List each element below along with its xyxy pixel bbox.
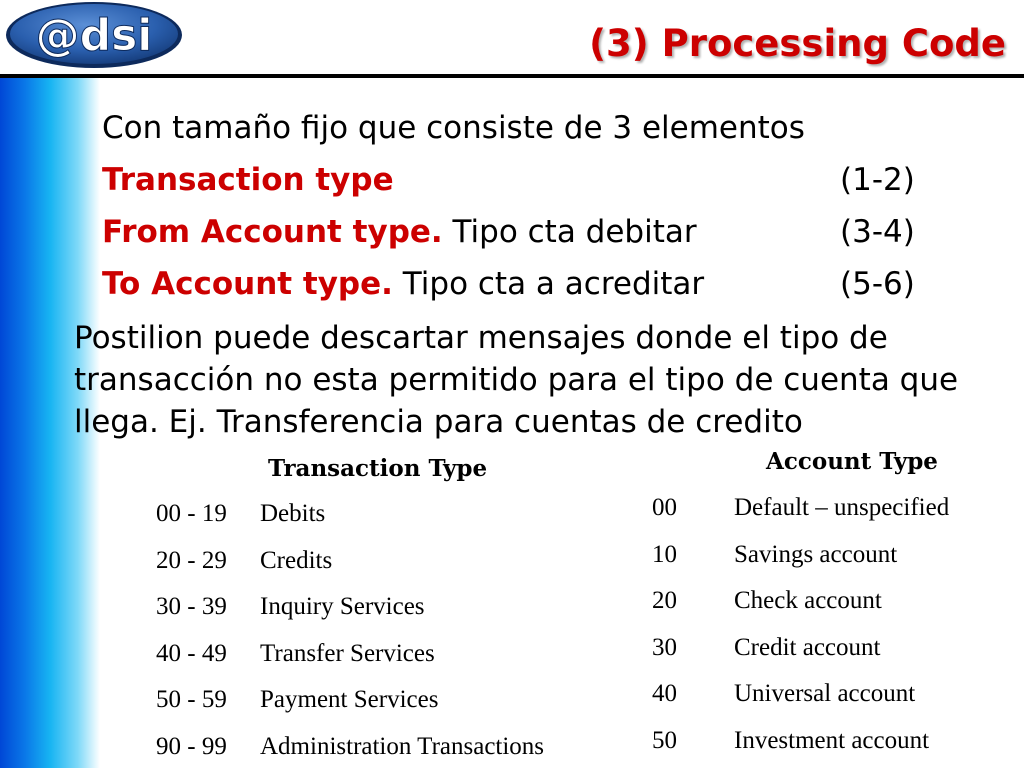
table-row	[652, 494, 1012, 541]
transaction-name: Debits	[260, 500, 325, 528]
transaction-range: 50 - 59	[156, 686, 227, 714]
bullet-item-code: (3-4)	[840, 206, 915, 258]
page-title: (3) Processing Code	[589, 22, 1006, 65]
account-name: Credit account	[734, 634, 880, 662]
transaction-type-header: Transaction Type	[268, 455, 487, 482]
account-name: Default – unspecified	[734, 494, 949, 522]
table-row	[156, 686, 636, 733]
bullet-item	[102, 206, 1002, 258]
bullet-item-label: To Account type.	[102, 266, 393, 302]
account-code: 40	[652, 680, 677, 708]
transaction-range: 40 - 49	[156, 640, 227, 668]
transaction-range: 00 - 19	[156, 500, 227, 528]
table-row	[156, 593, 636, 640]
slide-header	[0, 0, 1024, 76]
account-type-table	[652, 494, 1012, 773]
transaction-range: 90 - 99	[156, 733, 227, 761]
transaction-name: Inquiry Services	[260, 593, 425, 621]
transaction-name: Credits	[260, 547, 332, 575]
account-name: Universal account	[734, 680, 915, 708]
bullet-item-description: Tipo cta debitar	[443, 214, 697, 250]
header-divider	[0, 74, 1024, 78]
table-row	[156, 547, 636, 594]
bullet-item-label: Transaction type	[102, 162, 394, 198]
body-paragraph: Postilion puede descartar mensajes donde el tipo de transacción no esta permitido para el tipo de cuenta que llega. Ej. Transferencia para cuentas de credito	[74, 317, 1014, 443]
account-code: 30	[652, 634, 677, 662]
adsi-logo	[4, 0, 184, 74]
account-type-header: Account Type	[766, 448, 938, 475]
account-code: 50	[652, 727, 677, 755]
bullet-list	[102, 102, 1002, 310]
transaction-name: Payment Services	[260, 686, 438, 714]
transaction-name: Transfer Services	[260, 640, 435, 668]
account-name: Savings account	[734, 541, 897, 569]
bullet-intro: Con tamaño fijo que consiste de 3 elementos	[102, 102, 1002, 154]
account-code: 10	[652, 541, 677, 569]
transaction-name: Administration Transactions	[260, 733, 544, 761]
table-row	[156, 640, 636, 687]
table-row	[652, 541, 1012, 588]
account-code: 20	[652, 587, 677, 615]
transaction-range: 20 - 29	[156, 547, 227, 575]
account-name: Check account	[734, 587, 882, 615]
bullet-item-code: (1-2)	[840, 154, 915, 206]
bullet-item	[102, 154, 1002, 206]
bullet-item	[102, 258, 1002, 310]
table-row	[652, 680, 1012, 727]
table-row	[156, 500, 636, 547]
bullet-item-description: Tipo cta a acreditar	[393, 266, 704, 302]
bullet-item-code: (5-6)	[840, 258, 915, 310]
account-code: 00	[652, 494, 677, 522]
logo-text: @dsi	[36, 10, 153, 61]
table-row	[156, 733, 636, 779]
table-row	[652, 727, 1012, 774]
transaction-type-table	[156, 500, 636, 779]
bullet-item-label: From Account type.	[102, 214, 443, 250]
transaction-range: 30 - 39	[156, 593, 227, 621]
table-row	[652, 634, 1012, 681]
account-name: Investment account	[734, 727, 929, 755]
table-row	[652, 587, 1012, 634]
